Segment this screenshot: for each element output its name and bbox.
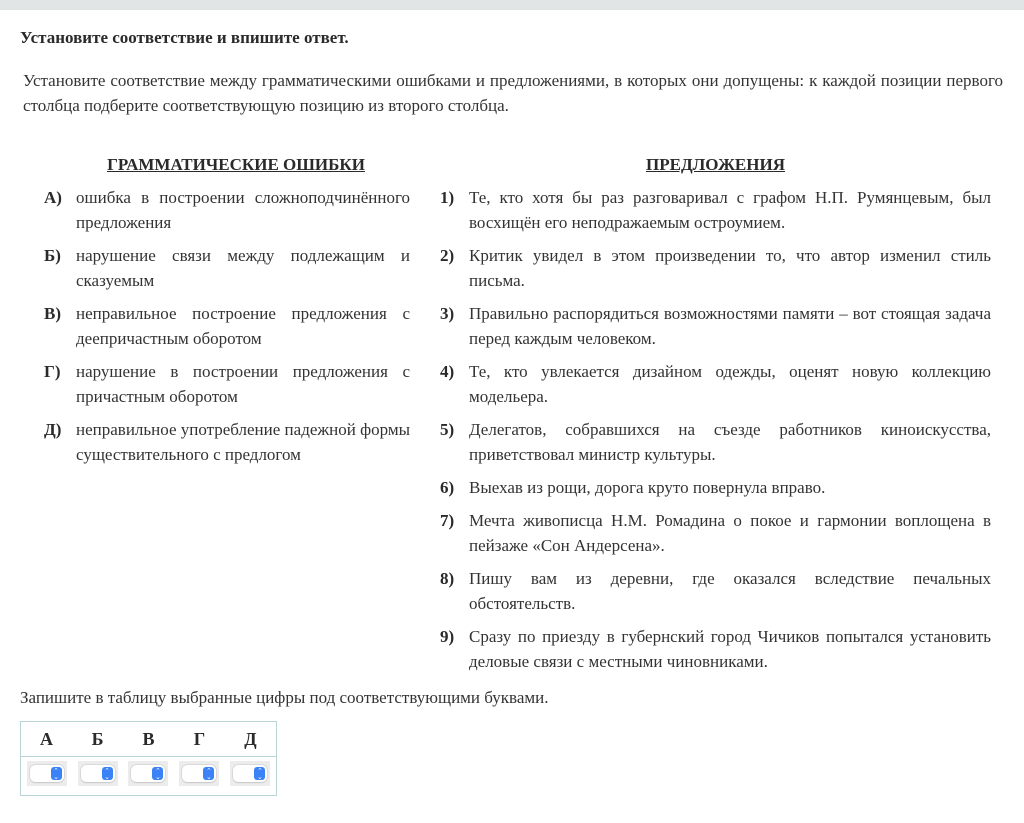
sentences-column	[440, 152, 991, 682]
error-item	[44, 301, 410, 351]
answer-select-cell	[78, 761, 118, 786]
errors-heading: ГРАММАТИЧЕСКИЕ ОШИБКИ	[107, 155, 365, 174]
answer-column-header: Б	[72, 722, 123, 757]
answer-column-header: А	[21, 722, 73, 757]
updown-chevron-icon[interactable]: ⌃ ⌄	[152, 767, 163, 780]
sentence-text: Критик увидел в этом произведении то, что автор изменил стиль письма.	[469, 246, 991, 290]
error-label: А)	[44, 188, 62, 207]
task-intro: Установите соответствие между грамматическими ошибками и предложениями, в которых они допущены: к каждой позиции первого столбца подберите соответствующую позицию из второго столбца.	[23, 71, 1003, 115]
sentence-label: 6)	[440, 478, 455, 497]
sentence-item	[440, 301, 991, 351]
sentence-label: 5)	[440, 420, 455, 439]
answer-column-header: Д	[225, 722, 277, 757]
top-bar	[0, 0, 1024, 10]
sentence-text: Делегатов, собравшихся на съезде работников киноискусства, приветствовал министр культуры.	[469, 420, 991, 464]
answer-select-row	[21, 757, 277, 796]
sentence-item	[440, 417, 991, 467]
sentence-text: Сразу по приезду в губернский город Чичиков попытался установить деловые связи с местными чиновниками.	[469, 627, 991, 671]
sentence-item	[440, 566, 991, 616]
sentence-label: 4)	[440, 362, 455, 381]
answer-select-cell	[179, 761, 219, 786]
task-title: Установите соответствие и впишите ответ.	[20, 28, 349, 47]
updown-chevron-icon[interactable]: ⌃ ⌄	[51, 767, 62, 780]
sentence-text: Правильно распорядиться возможностями памяти – вот стоящая задача перед каждым человеком.	[469, 304, 991, 348]
answer-select-g[interactable]	[182, 765, 216, 782]
error-item	[44, 359, 410, 409]
sentence-item	[440, 185, 991, 235]
error-text: нарушение в построении предложения с причастным оборотом	[76, 362, 410, 406]
answer-select-cell	[128, 761, 168, 786]
answer-select-b[interactable]	[81, 765, 115, 782]
error-label: В)	[44, 304, 61, 323]
error-item	[44, 417, 410, 467]
sentence-text: Выехав из рощи, дорога круто повернула вправо.	[469, 478, 826, 497]
sentence-label: 9)	[440, 627, 455, 646]
error-text: неправильное употребление падежной формы существительного с предлогом	[76, 420, 411, 464]
sentences-heading: ПРЕДЛОЖЕНИЯ	[646, 155, 785, 174]
answer-select-cell	[230, 761, 270, 786]
answer-column-header: В	[123, 722, 174, 757]
sentence-item	[440, 508, 991, 558]
sentence-item	[440, 359, 991, 409]
sentence-label: 2)	[440, 246, 455, 265]
answer-select-d[interactable]	[233, 765, 267, 782]
error-item	[44, 243, 410, 293]
sentence-item	[440, 624, 991, 674]
error-text: нарушение связи между подлежащим и сказуемым	[76, 246, 410, 290]
answer-select-v[interactable]	[131, 765, 165, 782]
sentence-label: 8)	[440, 569, 455, 588]
sentence-text: Пишу вам из деревни, где оказался вследствие печальных обстоятельств.	[469, 569, 991, 613]
sentence-label: 1)	[440, 188, 455, 207]
error-text: ошибка в построении сложноподчинённого предложения	[76, 188, 410, 232]
answer-header-row	[21, 722, 277, 757]
errors-column	[44, 152, 410, 475]
answer-select-cell	[27, 761, 67, 786]
updown-chevron-icon[interactable]: ⌃ ⌄	[102, 767, 113, 780]
error-label: Г)	[44, 362, 61, 381]
sentence-text: Те, кто хотя бы раз разговаривал с графом Н.П. Румянцевым, был восхищён его неподражаемым остроумием.	[469, 188, 991, 232]
answer-select-a[interactable]	[30, 765, 64, 782]
updown-chevron-icon[interactable]: ⌃ ⌄	[254, 767, 265, 780]
sentence-item	[440, 243, 991, 293]
error-label: Б)	[44, 246, 61, 265]
answer-column-header: Г	[174, 722, 225, 757]
answer-instruction: Запишите в таблицу выбранные цифры под соответствующими буквами.	[20, 688, 549, 707]
error-text: неправильное построение предложения с деепричастным оборотом	[76, 304, 410, 348]
sentence-label: 3)	[440, 304, 455, 323]
sentence-label: 7)	[440, 511, 455, 530]
sentence-text: Те, кто увлекается дизайном одежды, оценят новую коллекцию модельера.	[469, 362, 991, 406]
sentence-item	[440, 475, 991, 500]
sentence-text: Мечта живописца Н.М. Ромадина о покое и гармонии воплощена в пейзаже «Сон Андерсена».	[469, 511, 991, 555]
error-item	[44, 185, 410, 235]
error-label: Д)	[44, 420, 62, 439]
updown-chevron-icon[interactable]: ⌃ ⌄	[203, 767, 214, 780]
answer-table	[20, 721, 277, 796]
